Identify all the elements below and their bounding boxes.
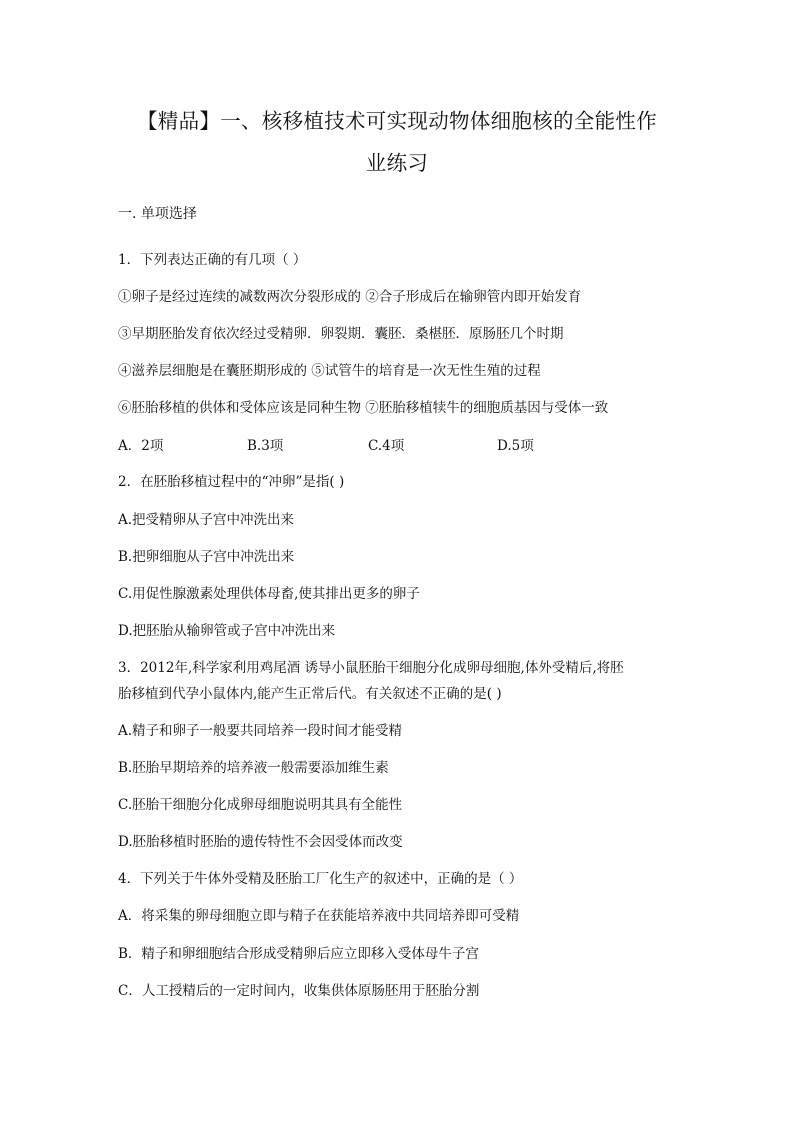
section-heading: 一. 单项选择 xyxy=(118,206,197,222)
question-2-option-b: B.把卵细胞从子宫中冲洗出来 xyxy=(118,549,295,565)
question-1-statement-1: ①卵子是经过连续的减数两次分裂形成的 ②合子形成后在输卵管内即开始发育 xyxy=(118,289,582,305)
question-1-option-c: C.4项 xyxy=(368,438,405,454)
question-3-option-b: B.胚胎早期培养的培养液一般需要添加维生素 xyxy=(118,760,389,776)
question-3-option-d: D.胚胎移植时胚胎的遗传特性不会因受体而改变 xyxy=(118,834,403,850)
question-1-statement-3: ④滋养层细胞是在囊胚期形成的 ⑤试管牛的培育是一次无性生殖的过程 xyxy=(118,363,541,379)
question-4-option-b: B．精子和卵细胞结合形成受精卵后应立即移入受体母牛子宫 xyxy=(118,946,479,962)
question-1-option-a: A．2项 xyxy=(118,438,164,454)
question-2-option-c: C.用促性腺激素处理供体母畜,使其排出更多的卵子 xyxy=(118,586,420,602)
question-1-statement-2: ③早期胚胎发育依次经过受精卵．卵裂期．囊胚．桑椹胚．原肠胚几个时期 xyxy=(118,326,564,342)
question-3-stem-line-2: 胎移植到代孕小鼠体内,能产生正常后代。有关叙述不正确的是( ) xyxy=(118,686,502,702)
question-3-stem-line-1: 3．2012年,科学家利用鸡尾酒 诱导小鼠胚胎干细胞分化成卵母细胞,体外受精后,将胚 xyxy=(118,660,624,676)
question-4-stem: 4．下列关于牛体外受精及胚胎工厂化生产的叙述中，正确的是（ ） xyxy=(118,871,523,887)
document-title-line-1: 【精品】一、核移植技术可实现动物体细胞核的全能性作 xyxy=(137,109,657,133)
question-2-option-d: D.把胚胎从输卵管或子宫中冲洗出来 xyxy=(118,623,336,639)
question-1-option-d: D.5项 xyxy=(497,438,534,454)
question-1-option-b: B.3项 xyxy=(247,438,284,454)
question-4-option-a: A．将采集的卵母细胞立即与精子在获能培养液中共同培养即可受精 xyxy=(118,908,520,924)
question-2-option-a: A.把受精卵从子宫中冲洗出来 xyxy=(118,512,295,528)
question-3-option-c: C.胚胎干细胞分化成卵母细胞说明其具有全能性 xyxy=(118,797,403,813)
question-4-option-c: C．人工授精后的一定时间内，收集供体原肠胚用于胚胎分割 xyxy=(118,983,480,999)
question-2-stem: 2．在胚胎移植过程中的“冲卵”是指( ) xyxy=(118,474,345,490)
question-3-option-a: A.精子和卵子一般要共同培养一段时间才能受精 xyxy=(118,723,403,739)
question-1-statement-4: ⑥胚胎移植的供体和受体应该是同种生物 ⑦胚胎移植犊牛的细胞质基因与受体一致 xyxy=(118,400,609,416)
document-title-line-2: 业练习 xyxy=(365,151,429,175)
question-1-stem: 1．下列表达正确的有几项（ ） xyxy=(118,252,307,268)
